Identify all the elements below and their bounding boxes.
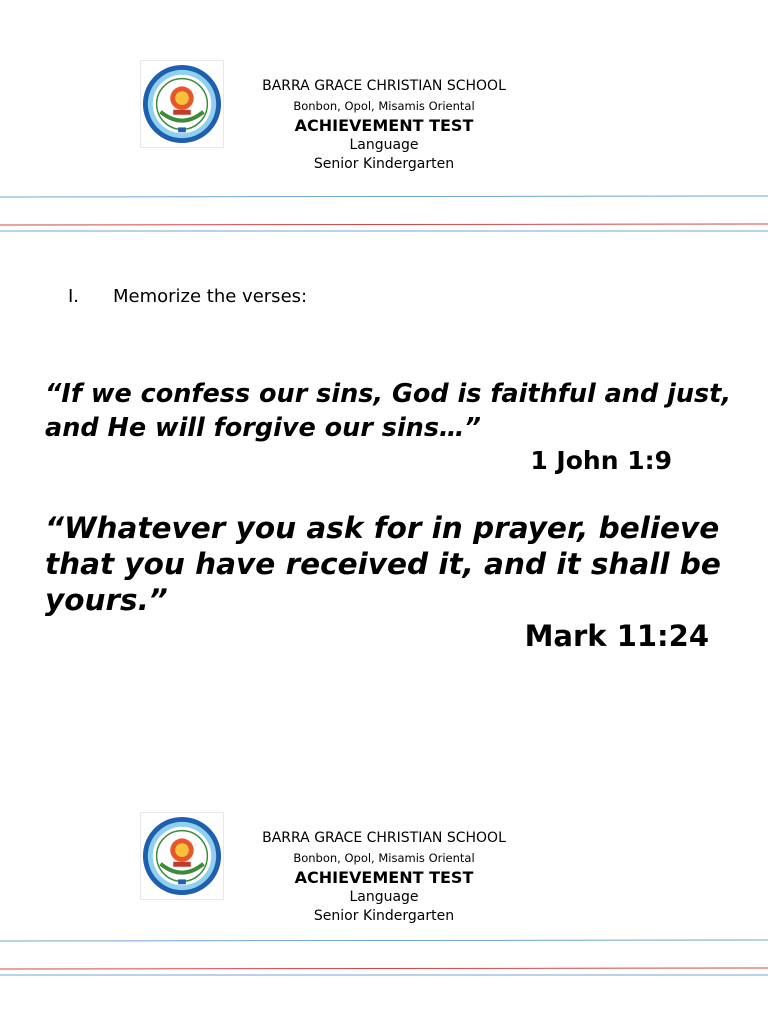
- grade-label: Senior Kindergarten: [313, 156, 455, 172]
- school-seal-icon: [140, 60, 224, 148]
- verse-text: “Whatever you ask for in prayer, believe that you have received it, and it shall be yours.”: [45, 511, 721, 617]
- grade-label: Senior Kindergarten: [313, 908, 455, 924]
- school-address: Bonbon, Opol, Misamis Oriental: [293, 99, 475, 113]
- header-text-block: [234, 78, 534, 175]
- subject-label: Language: [349, 137, 419, 153]
- verse-reference: Mark 11:24: [524, 619, 709, 653]
- instruction-item: [0, 286, 768, 310]
- instruction-text: Memorize the verses:: [113, 286, 308, 307]
- instruction-number: I.: [68, 286, 80, 307]
- test-title: ACHIEVEMENT TEST: [294, 868, 474, 887]
- test-title: ACHIEVEMENT TEST: [294, 116, 474, 135]
- verse-reference: 1 John 1:9: [530, 446, 672, 475]
- document-header: [0, 812, 768, 942]
- document-header: [0, 60, 768, 190]
- school-name: BARRA GRACE CHRISTIAN SCHOOL: [262, 830, 506, 846]
- header-text-block: [234, 830, 534, 927]
- school-name: BARRA GRACE CHRISTIAN SCHOOL: [262, 78, 506, 94]
- school-address: Bonbon, Opol, Misamis Oriental: [293, 851, 475, 865]
- header-divider-rules: [0, 193, 768, 233]
- subject-label: Language: [349, 889, 419, 905]
- verse-text: “If we confess our sins, God is faithful and just, and He will forgive our sins…”: [45, 379, 732, 443]
- school-seal-icon: [140, 812, 224, 900]
- header-divider-rules: [0, 937, 768, 977]
